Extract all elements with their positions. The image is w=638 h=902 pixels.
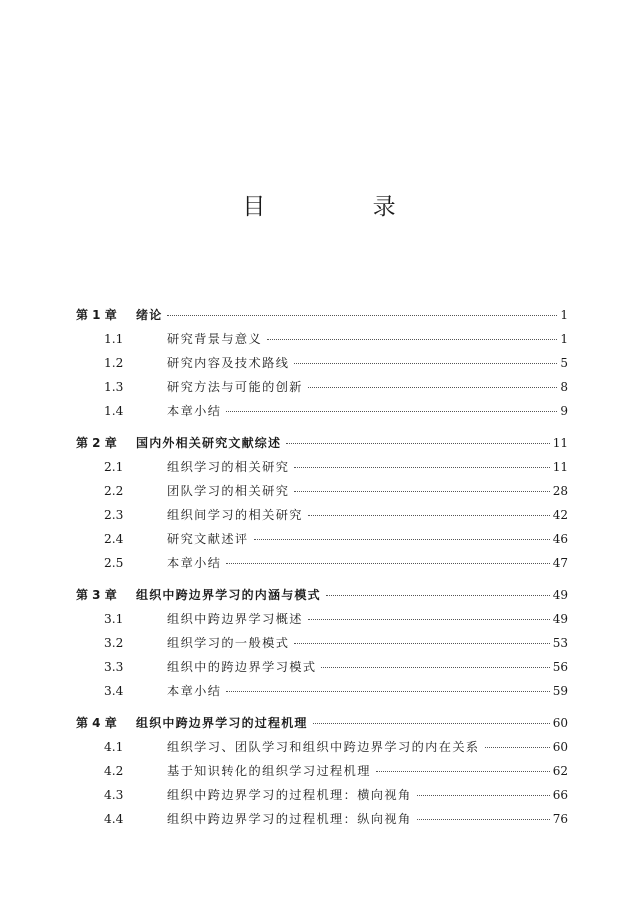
toc-entry-number: 2.1 bbox=[104, 460, 124, 474]
toc-entry-page: 11 bbox=[552, 460, 568, 474]
toc-entry-number: 第 4 章 bbox=[76, 716, 117, 730]
toc-entry-title: 基于知识转化的组织学习过程机理 bbox=[167, 764, 371, 778]
toc-leader-dots bbox=[226, 690, 549, 692]
toc-leader-dots bbox=[417, 794, 550, 796]
toc-entry-page: 60 bbox=[552, 740, 568, 754]
toc-leader-dots bbox=[376, 770, 550, 772]
toc-entry-number: 4.2 bbox=[104, 764, 124, 778]
toc-entry-title: 组织中跨边界学习的内涵与模式 bbox=[136, 588, 321, 602]
toc-entry-title: 本章小结 bbox=[167, 556, 222, 570]
toc-section-entry[interactable] bbox=[76, 738, 568, 762]
toc-section-entry[interactable] bbox=[76, 482, 568, 506]
toc-entry-page: 53 bbox=[552, 636, 568, 650]
toc-entry-number: 3.2 bbox=[104, 636, 124, 650]
toc-leader-dots bbox=[294, 490, 549, 492]
toc-entry-number: 第 3 章 bbox=[76, 588, 117, 602]
toc-leader-dots bbox=[485, 746, 550, 748]
toc-leader-dots bbox=[294, 642, 549, 644]
toc-leader-dots bbox=[294, 362, 557, 364]
toc-leader-dots bbox=[313, 722, 550, 724]
toc-section-entry[interactable] bbox=[76, 402, 568, 426]
toc-entry-page: 5 bbox=[560, 356, 568, 370]
toc-section-entry[interactable] bbox=[76, 458, 568, 482]
toc-entry-page: 8 bbox=[560, 380, 568, 394]
toc-leader-dots bbox=[308, 386, 557, 388]
toc-entry-page: 47 bbox=[552, 556, 568, 570]
toc-entry-title: 本章小结 bbox=[167, 684, 222, 698]
toc-entry-page: 56 bbox=[552, 660, 568, 674]
toc-entry-number: 第 2 章 bbox=[76, 436, 117, 450]
toc-entry-title: 组织间学习的相关研究 bbox=[167, 508, 303, 522]
toc-leader-dots bbox=[286, 442, 550, 444]
toc-leader-dots bbox=[294, 466, 549, 468]
toc-entry-page: 1 bbox=[560, 308, 568, 322]
toc-entry-number: 1.3 bbox=[104, 380, 124, 394]
toc-entry-number: 1.1 bbox=[104, 332, 124, 346]
toc-leader-dots bbox=[226, 562, 549, 564]
toc-entry-page: 42 bbox=[552, 508, 568, 522]
toc-section-entry[interactable] bbox=[76, 682, 568, 706]
toc-entry-page: 59 bbox=[552, 684, 568, 698]
toc-section-entry[interactable] bbox=[76, 354, 568, 378]
chapter-gap bbox=[76, 426, 568, 434]
toc-entry-title: 组织学习的相关研究 bbox=[167, 460, 290, 474]
page-title: 目 录 bbox=[242, 194, 446, 220]
toc-section-entry[interactable] bbox=[76, 554, 568, 578]
toc-entry-title: 组织中跨边界学习的过程机理 bbox=[136, 716, 308, 730]
toc-section-entry[interactable] bbox=[76, 506, 568, 530]
toc-section-entry[interactable] bbox=[76, 634, 568, 658]
toc-entry-page: 1 bbox=[560, 332, 568, 346]
toc-entry-page: 46 bbox=[552, 532, 568, 546]
toc-entry-number: 3.3 bbox=[104, 660, 124, 674]
toc-entry-number: 4.4 bbox=[104, 812, 124, 826]
toc-entry-title: 绪论 bbox=[136, 308, 163, 322]
toc-entry-title: 组织中跨边界学习的过程机理：横向视角 bbox=[167, 788, 412, 802]
toc-entry-number: 2.5 bbox=[104, 556, 124, 570]
toc-entry-title: 组织中跨边界学习的过程机理：纵向视角 bbox=[167, 812, 412, 826]
toc-entry-title: 组织中的跨边界学习模式 bbox=[167, 660, 317, 674]
toc-entry-number: 1.4 bbox=[104, 404, 124, 418]
toc-entry-title: 研究方法与可能的创新 bbox=[167, 380, 303, 394]
toc-entry-title: 研究内容及技术路线 bbox=[167, 356, 290, 370]
chapter-gap bbox=[76, 706, 568, 714]
toc-section-entry[interactable] bbox=[76, 762, 568, 786]
toc-entry-title: 研究文献述评 bbox=[167, 532, 249, 546]
chapter-gap bbox=[76, 578, 568, 586]
toc-section-entry[interactable] bbox=[76, 530, 568, 554]
toc-entry-page: 28 bbox=[552, 484, 568, 498]
toc-entry-number: 2.4 bbox=[104, 532, 124, 546]
toc-entry-number: 2.2 bbox=[104, 484, 124, 498]
toc-leader-dots bbox=[254, 538, 550, 540]
toc-leader-dots bbox=[267, 338, 557, 340]
toc-entry-title: 团队学习的相关研究 bbox=[167, 484, 290, 498]
toc-entry-page: 49 bbox=[552, 588, 568, 602]
toc-entry-page: 62 bbox=[552, 764, 568, 778]
toc-entry-title: 研究背景与意义 bbox=[167, 332, 263, 346]
toc-section-entry[interactable] bbox=[76, 786, 568, 810]
toc-entry-number: 4.3 bbox=[104, 788, 124, 802]
toc-entry-page: 66 bbox=[552, 788, 568, 802]
toc-section-entry[interactable] bbox=[76, 810, 568, 834]
toc-chapter-entry[interactable] bbox=[76, 586, 568, 610]
toc-entry-number: 1.2 bbox=[104, 356, 124, 370]
toc-leader-dots bbox=[167, 314, 557, 316]
toc-entry-page: 9 bbox=[560, 404, 568, 418]
toc-entry-number: 4.1 bbox=[104, 740, 124, 754]
toc-chapter-entry[interactable] bbox=[76, 306, 568, 330]
toc-entry-title: 组织中跨边界学习概述 bbox=[167, 612, 303, 626]
table-of-contents bbox=[76, 306, 568, 834]
toc-entry-title: 本章小结 bbox=[167, 404, 222, 418]
toc-entry-page: 76 bbox=[552, 812, 568, 826]
toc-leader-dots bbox=[226, 410, 557, 412]
toc-leader-dots bbox=[308, 618, 550, 620]
toc-entry-title: 组织学习的一般模式 bbox=[167, 636, 290, 650]
toc-leader-dots bbox=[326, 594, 550, 596]
toc-chapter-entry[interactable] bbox=[76, 714, 568, 738]
toc-section-entry[interactable] bbox=[76, 378, 568, 402]
toc-section-entry[interactable] bbox=[76, 610, 568, 634]
toc-entry-title: 组织学习、团队学习和组织中跨边界学习的内在关系 bbox=[167, 740, 480, 754]
toc-entry-page: 11 bbox=[552, 436, 568, 450]
toc-entry-number: 3.4 bbox=[104, 684, 124, 698]
toc-leader-dots bbox=[308, 514, 550, 516]
toc-section-entry[interactable] bbox=[76, 658, 568, 682]
toc-leader-dots bbox=[417, 818, 550, 820]
toc-section-entry[interactable] bbox=[76, 330, 568, 354]
toc-leader-dots bbox=[321, 666, 549, 668]
toc-entry-number: 3.1 bbox=[104, 612, 124, 626]
toc-entry-number: 第 1 章 bbox=[76, 308, 117, 322]
toc-chapter-entry[interactable] bbox=[76, 434, 568, 458]
toc-entry-page: 60 bbox=[552, 716, 568, 730]
toc-entry-number: 2.3 bbox=[104, 508, 124, 522]
toc-entry-page: 49 bbox=[552, 612, 568, 626]
toc-entry-title: 国内外相关研究文献综述 bbox=[136, 436, 282, 450]
